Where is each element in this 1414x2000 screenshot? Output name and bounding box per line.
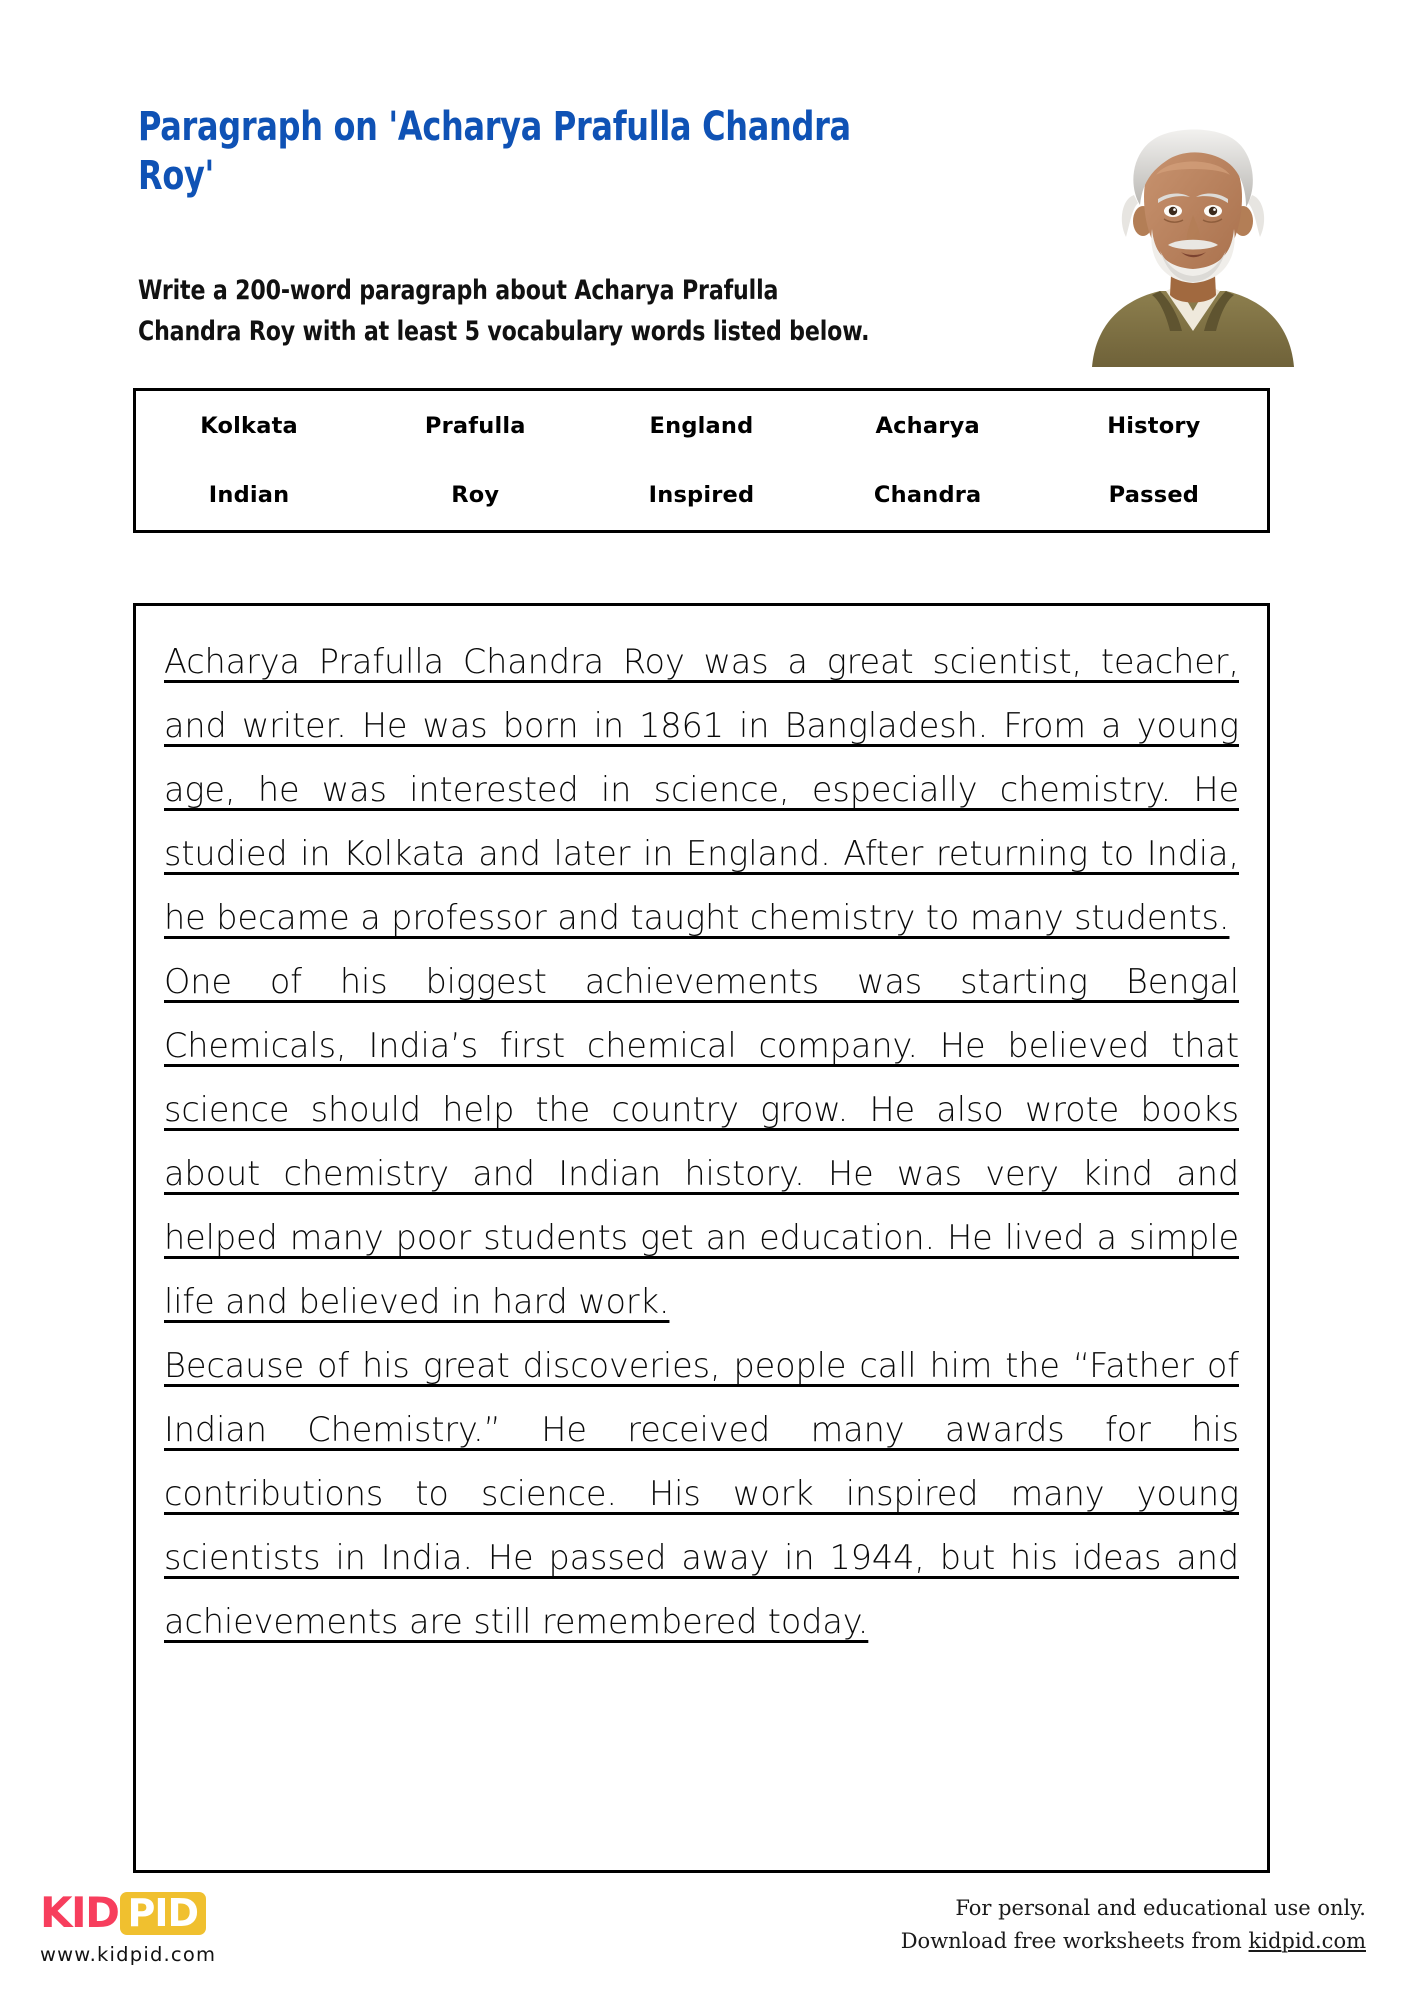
vocab-word: Acharya xyxy=(875,412,980,439)
logo-kid-text: KID xyxy=(40,1888,119,1937)
answer-paragraph: One of his biggest achievements was starting Bengal Chemicals, India’s first chemical company. He believed that science should help the country grow. He also wrote books about chemistry and Indian history. He was very kind and helped many poor students get an education. He lived a simple life and believed in hard work. xyxy=(164,962,1239,1321)
vocabulary-grid xyxy=(136,391,1267,530)
footer-notice-line2 xyxy=(901,1925,1366,1958)
vocab-word: Kolkata xyxy=(200,412,298,439)
vocab-word: Passed xyxy=(1108,482,1200,509)
page-title: Paragraph on 'Acharya Prafulla Chandra Roy' xyxy=(138,104,851,199)
vocab-word: Chandra xyxy=(873,482,982,509)
kidpid-logo[interactable] xyxy=(40,1890,270,1966)
logo-url-text: www.kidpid.com xyxy=(40,1943,217,1966)
kidpid-link[interactable]: kidpid.com xyxy=(1248,1928,1366,1953)
logo-wordmark xyxy=(40,1890,270,1936)
footer-notice-line1: For personal and educational use only. xyxy=(955,1896,1366,1920)
logo-pid-badge xyxy=(120,1892,207,1935)
vocab-word: Indian xyxy=(208,482,290,509)
footer-notice xyxy=(901,1892,1366,1957)
answer-paragraph-box[interactable] xyxy=(133,603,1270,1873)
worksheet-header xyxy=(0,0,1414,348)
portrait-illustration xyxy=(1082,125,1304,367)
worksheet-instructions: Write a 200-word paragraph about Acharya Prafulla Chandra Roy with at least 5 vocabulary words listed below. xyxy=(138,275,870,348)
vocab-word: England xyxy=(649,412,754,439)
page-footer xyxy=(0,1880,1414,2000)
answer-paragraph: Because of his great discoveries, people call him the “Father of Indian Chemistry.” He received many awards for his contributions to science. His work inspired many young scientists in India. He passed away in 1944, but his ideas and achievements are still remembered today. xyxy=(164,1346,1239,1641)
vocab-word: Prafulla xyxy=(424,412,526,439)
vocab-word: Roy xyxy=(451,482,500,509)
vocabulary-box xyxy=(133,388,1270,533)
vocab-word: Inspired xyxy=(648,482,755,509)
footer-notice-prefix: Download free worksheets from xyxy=(900,1928,1249,1953)
answer-paragraph: Acharya Prafulla Chandra Roy was a great scientist, teacher, and writer. He was born in 1861 in Bangladesh. From a young age, he was interested in science, especially chemistry. He studied in Kolkata and later in England. After returning to India, he became a professor and taught chemistry to many students. xyxy=(164,642,1239,937)
logo-pid-text: PID xyxy=(127,1890,199,1935)
vocab-word: History xyxy=(1107,412,1201,439)
